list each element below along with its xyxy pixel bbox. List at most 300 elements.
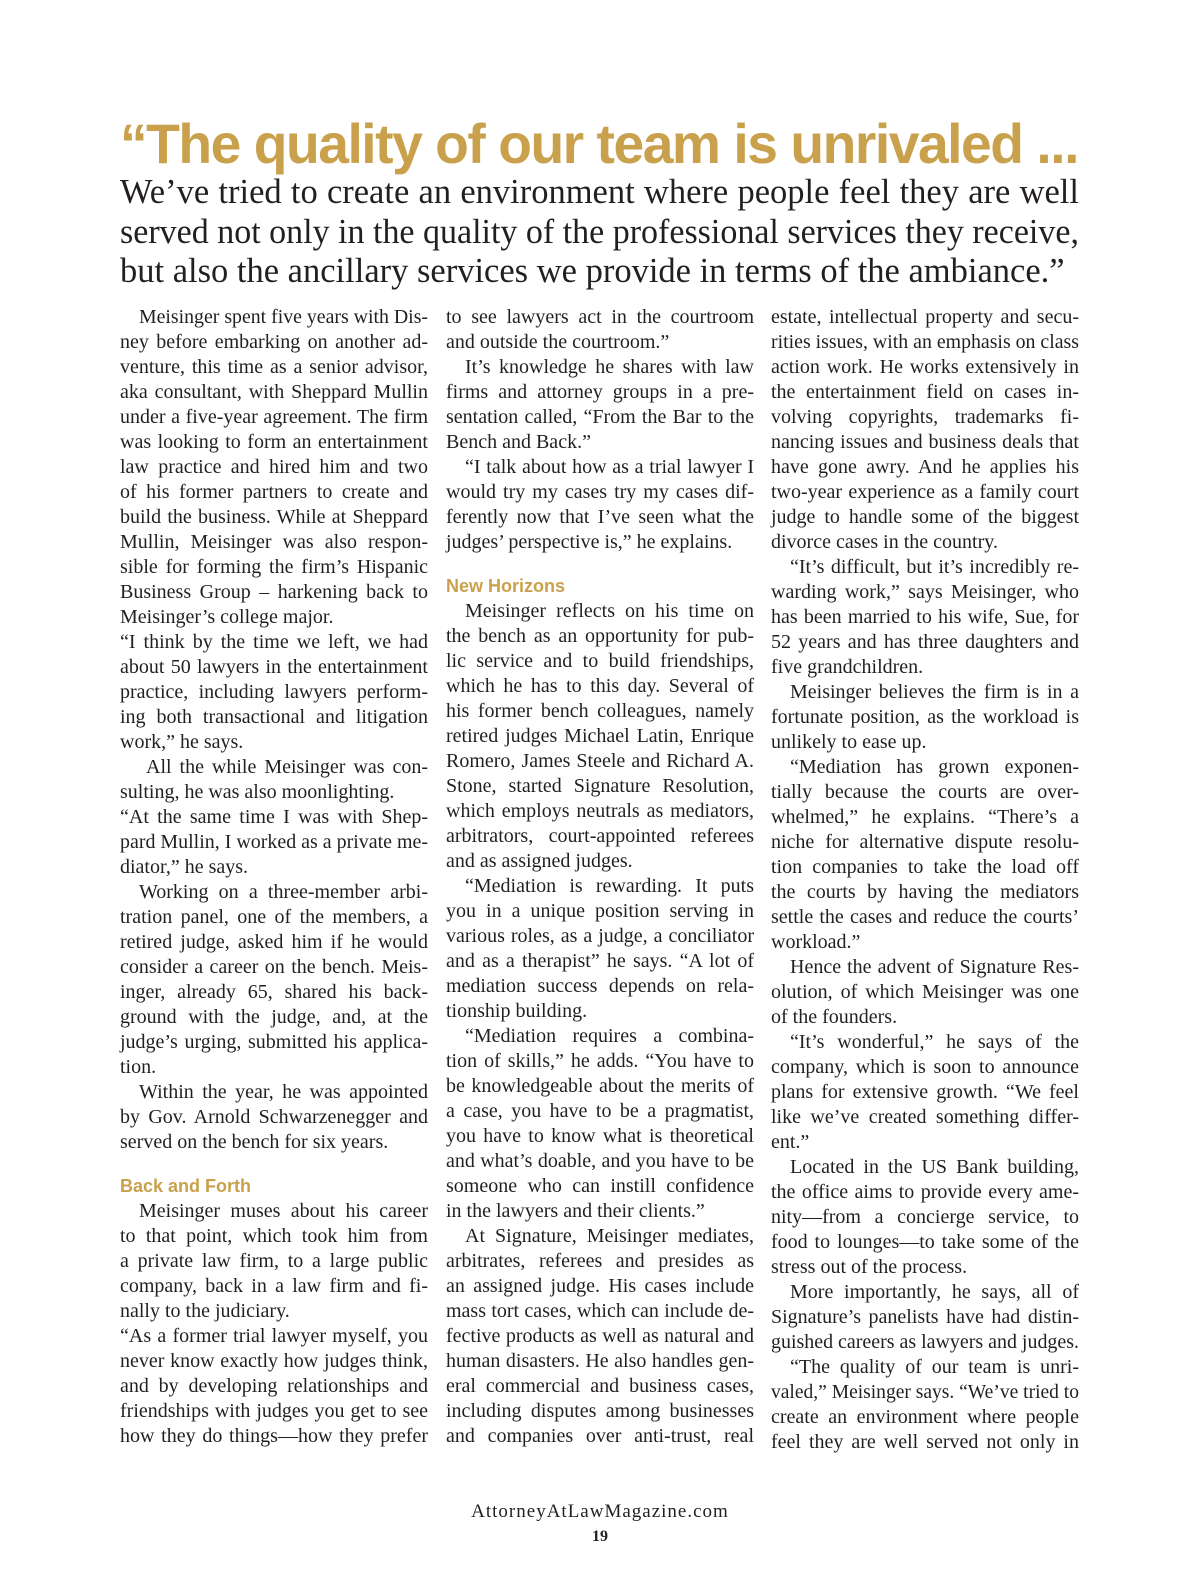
text-line-content: the entertainment field on cases in-	[771, 381, 1079, 403]
text-line	[771, 805, 1079, 830]
text-line	[446, 1249, 754, 1274]
pull-quote-headline	[120, 112, 1078, 176]
text-line-content: about 50 lawyers in the entertainment	[120, 656, 428, 678]
text-line	[790, 680, 1079, 705]
text-line	[446, 1049, 754, 1074]
text-line-content: under a five-year agreement. The firm	[120, 406, 428, 428]
paragraph	[771, 1030, 1079, 1155]
text-line-content: a private law firm, to a large public	[120, 1250, 428, 1272]
text-line-content: how they do things—how they prefer	[120, 1425, 428, 1447]
text-line-content: arbitrators, court-appointed referees	[446, 825, 754, 847]
text-line	[771, 455, 1079, 480]
text-line-content: tially because the courts are over-	[771, 781, 1079, 803]
text-line	[120, 855, 428, 880]
text-line	[790, 1280, 1079, 1305]
text-line-content: Located in the US Bank building,	[790, 1156, 1079, 1178]
text-line	[771, 780, 1079, 805]
text-line-content: Signature’s panelists have had distin-	[771, 1306, 1079, 1328]
text-line	[771, 705, 1079, 730]
text-line-content: aka consultant, with Sheppard Mullin	[120, 381, 428, 403]
text-line-content: “It’s difficult, but it’s incredibly re-	[790, 556, 1079, 578]
text-line	[790, 755, 1079, 780]
text-line-content: “Mediation has grown exponen-	[790, 756, 1079, 778]
text-line	[120, 780, 428, 805]
text-line-content: feel they are well served not only in	[771, 1431, 1079, 1453]
text-line-content: never know exactly how judges think,	[120, 1350, 428, 1372]
text-line	[446, 1199, 754, 1224]
paragraph	[771, 305, 1079, 555]
text-line	[120, 730, 428, 755]
text-line-content: to see lawyers act in the courtroom	[446, 306, 754, 328]
text-line-content: to that point, which took him from	[120, 1225, 428, 1247]
text-line-content: firms and attorney groups in a pre-	[446, 381, 754, 403]
deck-line-text: served not only in the quality of the professional services they receive,	[120, 212, 1079, 251]
text-line	[446, 305, 754, 330]
text-line	[120, 555, 428, 580]
text-line-content: an assigned judge. His cases include	[446, 1275, 754, 1297]
text-line-content: in the lawyers and their clients.”	[446, 1200, 705, 1222]
text-line	[771, 1005, 1079, 1030]
text-line	[446, 1099, 754, 1124]
text-line-content: Meisinger spent five years with Dis-	[139, 306, 429, 328]
text-line	[771, 1330, 1079, 1355]
text-line	[446, 1274, 754, 1299]
text-line	[771, 730, 1079, 755]
text-line-content: At Signature, Meisinger mediates,	[465, 1225, 754, 1247]
text-line	[446, 749, 754, 774]
text-line-content: Bench and Back.”	[446, 431, 591, 453]
text-line	[771, 980, 1079, 1005]
text-line-content: consider a career on the bench. Meis-	[120, 956, 428, 978]
text-line	[446, 1149, 754, 1174]
text-line	[120, 705, 428, 730]
text-line	[771, 305, 1079, 330]
text-line	[120, 930, 428, 955]
text-line	[771, 1205, 1079, 1230]
text-line-content: Working on a three-member arbi-	[139, 881, 429, 903]
text-line-content: Meisinger believes the firm is in a	[790, 681, 1079, 703]
text-line	[139, 1080, 428, 1105]
text-line-content: ney before embarking on another ad-	[120, 331, 428, 353]
text-line	[139, 1199, 428, 1224]
text-line	[446, 530, 754, 555]
text-line	[120, 580, 428, 605]
text-line-content: “I think by the time we left, we had	[120, 631, 428, 653]
text-line-content: guished careers as lawyers and judges.	[771, 1331, 1080, 1353]
text-line	[120, 1224, 428, 1249]
text-line	[446, 924, 754, 949]
text-line-content: pard Mullin, I worked as a private me-	[120, 831, 428, 853]
deck-line-text: We’ve tried to create an environment where people feel they are well	[120, 173, 1079, 211]
text-line	[139, 880, 428, 905]
text-line-content: volving copyrights, trademarks fi-	[771, 406, 1079, 428]
text-line	[120, 1299, 428, 1324]
text-line	[771, 505, 1079, 530]
text-line-content: of the founders.	[771, 1006, 898, 1028]
text-line-content: which he has to this day. Several of	[446, 675, 754, 697]
text-line-content: “It’s wonderful,” he says of the	[790, 1031, 1080, 1053]
text-line-content: two-year experience as a family court	[771, 481, 1079, 503]
text-line	[771, 655, 1079, 680]
paragraph	[771, 1155, 1079, 1280]
text-line	[120, 680, 428, 705]
text-line-content: retired judges Michael Latin, Enrique	[446, 725, 754, 747]
text-line-content: ent.”	[771, 1131, 810, 1153]
text-line-content: arbitrates, referees and presides as	[446, 1250, 755, 1272]
text-line	[446, 624, 754, 649]
text-line-content: venture, this time as a senior advisor,	[120, 356, 428, 378]
text-line	[446, 799, 754, 824]
text-line-content: diator,” he says.	[120, 856, 249, 878]
text-line	[446, 1074, 754, 1099]
text-column-1	[120, 305, 428, 1449]
text-line	[771, 1130, 1079, 1155]
text-line-content: tionship building.	[446, 1000, 588, 1022]
text-line	[120, 980, 428, 1005]
paragraph	[120, 1324, 428, 1449]
text-line-content: friendships with judges you get to see	[120, 1400, 428, 1422]
text-line	[139, 305, 428, 330]
text-line	[146, 755, 428, 780]
text-line	[446, 430, 754, 455]
text-line-content: ferently now that I’ve seen what the	[446, 506, 754, 528]
text-line-content: fective products as well as natural and	[446, 1325, 754, 1347]
text-line-content: More importantly, he says, all of	[790, 1281, 1079, 1303]
paragraph	[446, 874, 754, 1024]
text-line	[771, 855, 1079, 880]
text-line-content: by Gov. Arnold Schwarzenegger and	[120, 1106, 428, 1128]
text-line	[446, 774, 754, 799]
text-line-content: tion.	[120, 1056, 157, 1078]
text-line-content: of his former partners to create and	[120, 481, 428, 503]
text-line	[120, 1105, 428, 1130]
text-line-content: someone who can instill confidence	[446, 1175, 754, 1197]
text-line-content: nally to the judiciary.	[120, 1300, 290, 1322]
paragraph	[771, 755, 1079, 955]
paragraph	[446, 1024, 754, 1224]
text-line	[446, 699, 754, 724]
text-line-content: and outside the courtroom.”	[446, 331, 670, 353]
text-line-content: whelmed,” he explains. “There’s a	[771, 806, 1079, 828]
text-line-content: a case, you have to be a pragmatist,	[446, 1100, 754, 1122]
text-line-content: including disputes among businesses	[446, 1400, 754, 1422]
text-line	[446, 1324, 754, 1349]
text-line	[120, 655, 428, 680]
text-line-content: nity—from a concierge service, to	[771, 1206, 1079, 1228]
text-line	[120, 530, 428, 555]
text-line	[446, 824, 754, 849]
text-line	[120, 355, 428, 380]
text-line	[771, 380, 1079, 405]
text-line	[446, 899, 754, 924]
text-line	[120, 1030, 428, 1055]
text-line	[790, 555, 1079, 580]
text-line-content: “Mediation requires a combina-	[465, 1025, 754, 1047]
text-line-content: warding work,” says Meisinger, who	[771, 581, 1079, 603]
paragraph	[771, 555, 1079, 680]
text-line-content: “As a former trial lawyer myself, you	[120, 1325, 428, 1347]
text-line-content: human disasters. He also handles gen-	[446, 1350, 754, 1372]
text-line	[446, 974, 754, 999]
text-line-content: Romero, James Steele and Richard A.	[446, 750, 754, 772]
text-line	[771, 1230, 1079, 1255]
text-line	[120, 1274, 428, 1299]
text-line	[120, 1424, 428, 1449]
text-line-content: “At the same time I was with Shep-	[120, 806, 428, 828]
footer-website: AttorneyAtLawMagazine.com	[471, 1501, 729, 1522]
text-line	[771, 1255, 1079, 1280]
paragraph	[120, 1080, 428, 1155]
text-line-content: Business Group – harkening back to	[120, 581, 428, 603]
text-line-content: which employs neutrals as mediators,	[446, 800, 754, 822]
pull-quote-headline-text: “The quality of our team is unrivaled ...	[120, 112, 1078, 175]
text-line-content: estate, intellectual property and secu-	[771, 306, 1079, 328]
text-line	[446, 949, 754, 974]
text-line	[790, 1030, 1079, 1055]
deck-line	[120, 252, 1079, 292]
text-line	[120, 955, 428, 980]
text-line-content: ing both transactional and litigation	[120, 706, 428, 728]
text-line-content: have gone awry. And he applies his	[771, 456, 1079, 478]
text-line	[120, 1005, 428, 1030]
text-line	[446, 1299, 754, 1324]
text-line	[465, 874, 754, 899]
text-line-content: the office aims to provide every ame-	[771, 1181, 1079, 1203]
text-line	[790, 1155, 1079, 1180]
text-line	[771, 630, 1079, 655]
text-line-content: law practice and hired him and two	[120, 456, 428, 478]
text-line-content: build the business. While at Sheppard	[120, 506, 428, 528]
text-line	[120, 330, 428, 355]
text-line	[446, 480, 754, 505]
text-line-content: practice, including lawyers perform-	[120, 681, 428, 703]
page-number: 19	[592, 1528, 608, 1545]
text-line	[771, 480, 1079, 505]
text-line	[120, 1374, 428, 1399]
text-line-content: mediation success depends on rela-	[446, 975, 754, 997]
text-line-content: Meisinger reflects on his time on	[465, 600, 754, 622]
text-line-content: Stone, started Signature Resolution,	[446, 775, 755, 797]
text-line-content: action work. He works extensively in	[771, 356, 1079, 378]
text-line	[120, 480, 428, 505]
text-line-content: company, back in a law firm and fi-	[120, 1275, 428, 1297]
text-line-content: various roles, as a judge, a conciliator	[446, 925, 754, 947]
text-line-content: be knowledgeable about the merits of	[446, 1075, 754, 1097]
text-line	[120, 430, 428, 455]
text-line	[120, 405, 428, 430]
text-line	[771, 1305, 1079, 1330]
text-line-content: and as a therapist” he says. “A lot of	[446, 950, 754, 972]
text-line	[771, 330, 1079, 355]
text-line-content: his former bench colleagues, namely	[446, 700, 754, 722]
text-line-content: and as assigned judges.	[446, 850, 633, 872]
text-line-content: like we’ve created something differ-	[771, 1106, 1079, 1128]
text-line	[465, 355, 754, 380]
paragraph	[446, 305, 754, 355]
text-line-content: and companies over anti-trust, real	[446, 1425, 754, 1447]
text-line-content: judge’s urging, submitted his applica-	[120, 1031, 428, 1053]
text-line	[120, 1249, 428, 1274]
text-line-content: plans for extensive growth. “We feel	[771, 1081, 1079, 1103]
paragraph	[120, 880, 428, 1080]
paragraph	[120, 305, 428, 630]
text-line-content: 52 years and has three daughters and	[771, 631, 1079, 653]
section-heading: Back and Forth	[120, 1176, 252, 1196]
text-line-content: “Mediation is rewarding. It puts	[465, 875, 754, 897]
text-line	[120, 1399, 428, 1424]
text-line-content: valed,” Meisinger says. “We’ve tried to	[771, 1381, 1079, 1403]
text-column-3	[771, 305, 1079, 1455]
text-line	[446, 1174, 754, 1199]
text-line-content: sulting, he was also moonlighting.	[120, 781, 395, 803]
paragraph	[771, 955, 1079, 1030]
text-line-content: create an environment where people	[771, 1406, 1079, 1428]
text-line-content: served on the bench for six years.	[120, 1131, 389, 1153]
text-line-content: fortunate position, as the workload is	[771, 706, 1079, 728]
text-line-content: “The quality of our team is unri-	[790, 1356, 1079, 1378]
text-line-content: sible for forming the firm’s Hispanic	[120, 556, 428, 578]
text-line	[446, 330, 754, 355]
text-line	[771, 1055, 1079, 1080]
text-line	[446, 1374, 754, 1399]
paragraph	[446, 355, 754, 455]
text-line	[771, 355, 1079, 380]
text-line	[120, 380, 428, 405]
text-line	[446, 1399, 754, 1424]
text-line-content: olution, of which Meisinger was one	[771, 981, 1080, 1003]
text-line-content: divorce cases in the country.	[771, 531, 998, 553]
paragraph	[771, 1355, 1079, 1455]
paragraph	[446, 1224, 754, 1449]
text-line	[446, 1124, 754, 1149]
text-line-content: All the while Meisinger was con-	[146, 756, 428, 778]
text-line-content: food to lounges—to take some of the	[771, 1231, 1079, 1253]
section-heading: New Horizons	[446, 576, 566, 596]
deck-line	[120, 173, 1079, 213]
text-line-content: judge to handle some of the biggest	[771, 506, 1079, 528]
deck-line-text: but also the ancillary services we provide in terms of the ambiance.”	[120, 252, 1065, 290]
paragraph	[120, 805, 428, 880]
text-line	[465, 455, 754, 480]
text-line-content: eral commercial and business cases,	[446, 1375, 754, 1397]
text-line-content: Within the year, he was appointed	[139, 1081, 429, 1103]
text-line-content: nancing issues and business deals that	[771, 431, 1079, 453]
text-line	[771, 830, 1079, 855]
text-line-content: company, which is soon to announce	[771, 1056, 1079, 1078]
paragraph	[771, 680, 1079, 755]
text-line-content: inger, already 65, shared his back-	[120, 981, 428, 1003]
text-line-content: tion of skills,” he adds. “You have to	[446, 1050, 754, 1072]
text-line	[771, 1180, 1079, 1205]
text-column-2	[446, 305, 754, 1449]
text-line-content: five grandchildren.	[771, 656, 924, 678]
text-line-content: retired judge, asked him if he would	[120, 931, 428, 953]
text-line-content: tion companies to take the load off	[771, 856, 1079, 878]
text-line	[771, 530, 1079, 555]
text-line	[771, 1380, 1079, 1405]
text-line	[465, 599, 754, 624]
text-line	[446, 674, 754, 699]
text-line	[771, 930, 1079, 955]
text-line-content: workload.”	[771, 931, 861, 953]
text-line-content: settle the cases and reduce the courts’	[771, 906, 1079, 928]
text-line	[120, 1349, 428, 1374]
text-line-content: has been married to his wife, Sue, for	[771, 606, 1079, 628]
text-line-content: mass tort cases, which can include de-	[446, 1300, 754, 1322]
text-line	[465, 1224, 754, 1249]
text-line	[120, 830, 428, 855]
text-line	[771, 905, 1079, 930]
text-line-content: was looking to form an entertainment	[120, 431, 428, 453]
text-line	[446, 380, 754, 405]
paragraph	[120, 755, 428, 805]
paragraph	[120, 1199, 428, 1324]
text-line	[446, 724, 754, 749]
paragraph	[446, 455, 754, 555]
text-line	[446, 1349, 754, 1374]
text-line-content: unlikely to ease up.	[771, 731, 927, 753]
text-line-content: lic service and to build friendships,	[446, 650, 754, 672]
text-line-content: Mullin, Meisinger was also respon-	[120, 531, 428, 553]
text-line	[446, 999, 754, 1024]
text-line-content: stress out of the process.	[771, 1256, 968, 1278]
text-line	[446, 649, 754, 674]
text-line-content: rities issues, with an emphasis on class	[771, 331, 1079, 353]
text-line	[120, 605, 428, 630]
text-line-content: tration panel, one of the members, a	[120, 906, 428, 928]
text-line	[771, 1080, 1079, 1105]
text-line	[446, 1424, 754, 1449]
text-line-content: “I talk about how as a trial lawyer I	[465, 456, 754, 478]
text-line-content: niche for alternative dispute resolu-	[771, 831, 1079, 853]
text-line-content: Meisinger’s college major.	[120, 606, 334, 628]
text-line-content: ground with the judge, and, at the	[120, 1006, 429, 1028]
text-line	[120, 1055, 428, 1080]
text-line	[465, 1024, 754, 1049]
text-line	[771, 880, 1079, 905]
paragraph	[446, 599, 754, 874]
text-line	[120, 630, 428, 655]
text-line-content: judges’ perspective is,” he explains.	[446, 531, 733, 553]
text-line	[120, 905, 428, 930]
text-line	[120, 805, 428, 830]
text-line	[790, 1355, 1079, 1380]
deck-line	[120, 213, 1079, 253]
text-line	[120, 505, 428, 530]
text-line	[120, 455, 428, 480]
text-line-content: you in a unique position serving in	[446, 900, 754, 922]
paragraph	[120, 630, 428, 755]
text-line	[771, 1405, 1079, 1430]
text-line	[790, 955, 1079, 980]
text-line-content: the courts by having the mediators	[771, 881, 1079, 903]
text-line-content: and what’s doable, and you have to be	[446, 1150, 755, 1172]
text-line-content: and by developing relationships and	[120, 1375, 429, 1397]
text-line-content: Meisinger muses about his career	[139, 1200, 428, 1222]
text-line	[446, 849, 754, 874]
text-line	[120, 1130, 428, 1155]
text-line-content: Hence the advent of Signature Res-	[790, 956, 1079, 978]
text-line	[771, 580, 1079, 605]
pull-quote-deck	[120, 173, 1079, 292]
text-line-content: sentation called, “From the Bar to the	[446, 406, 754, 428]
text-line-content: you have to know what is theoretical	[446, 1125, 754, 1147]
text-line	[771, 430, 1079, 455]
text-line	[771, 1430, 1079, 1455]
text-line	[120, 1324, 428, 1349]
text-line-content: would try my cases try my cases dif-	[446, 481, 754, 503]
text-line-content: the bench as an opportunity for pub-	[446, 625, 754, 647]
